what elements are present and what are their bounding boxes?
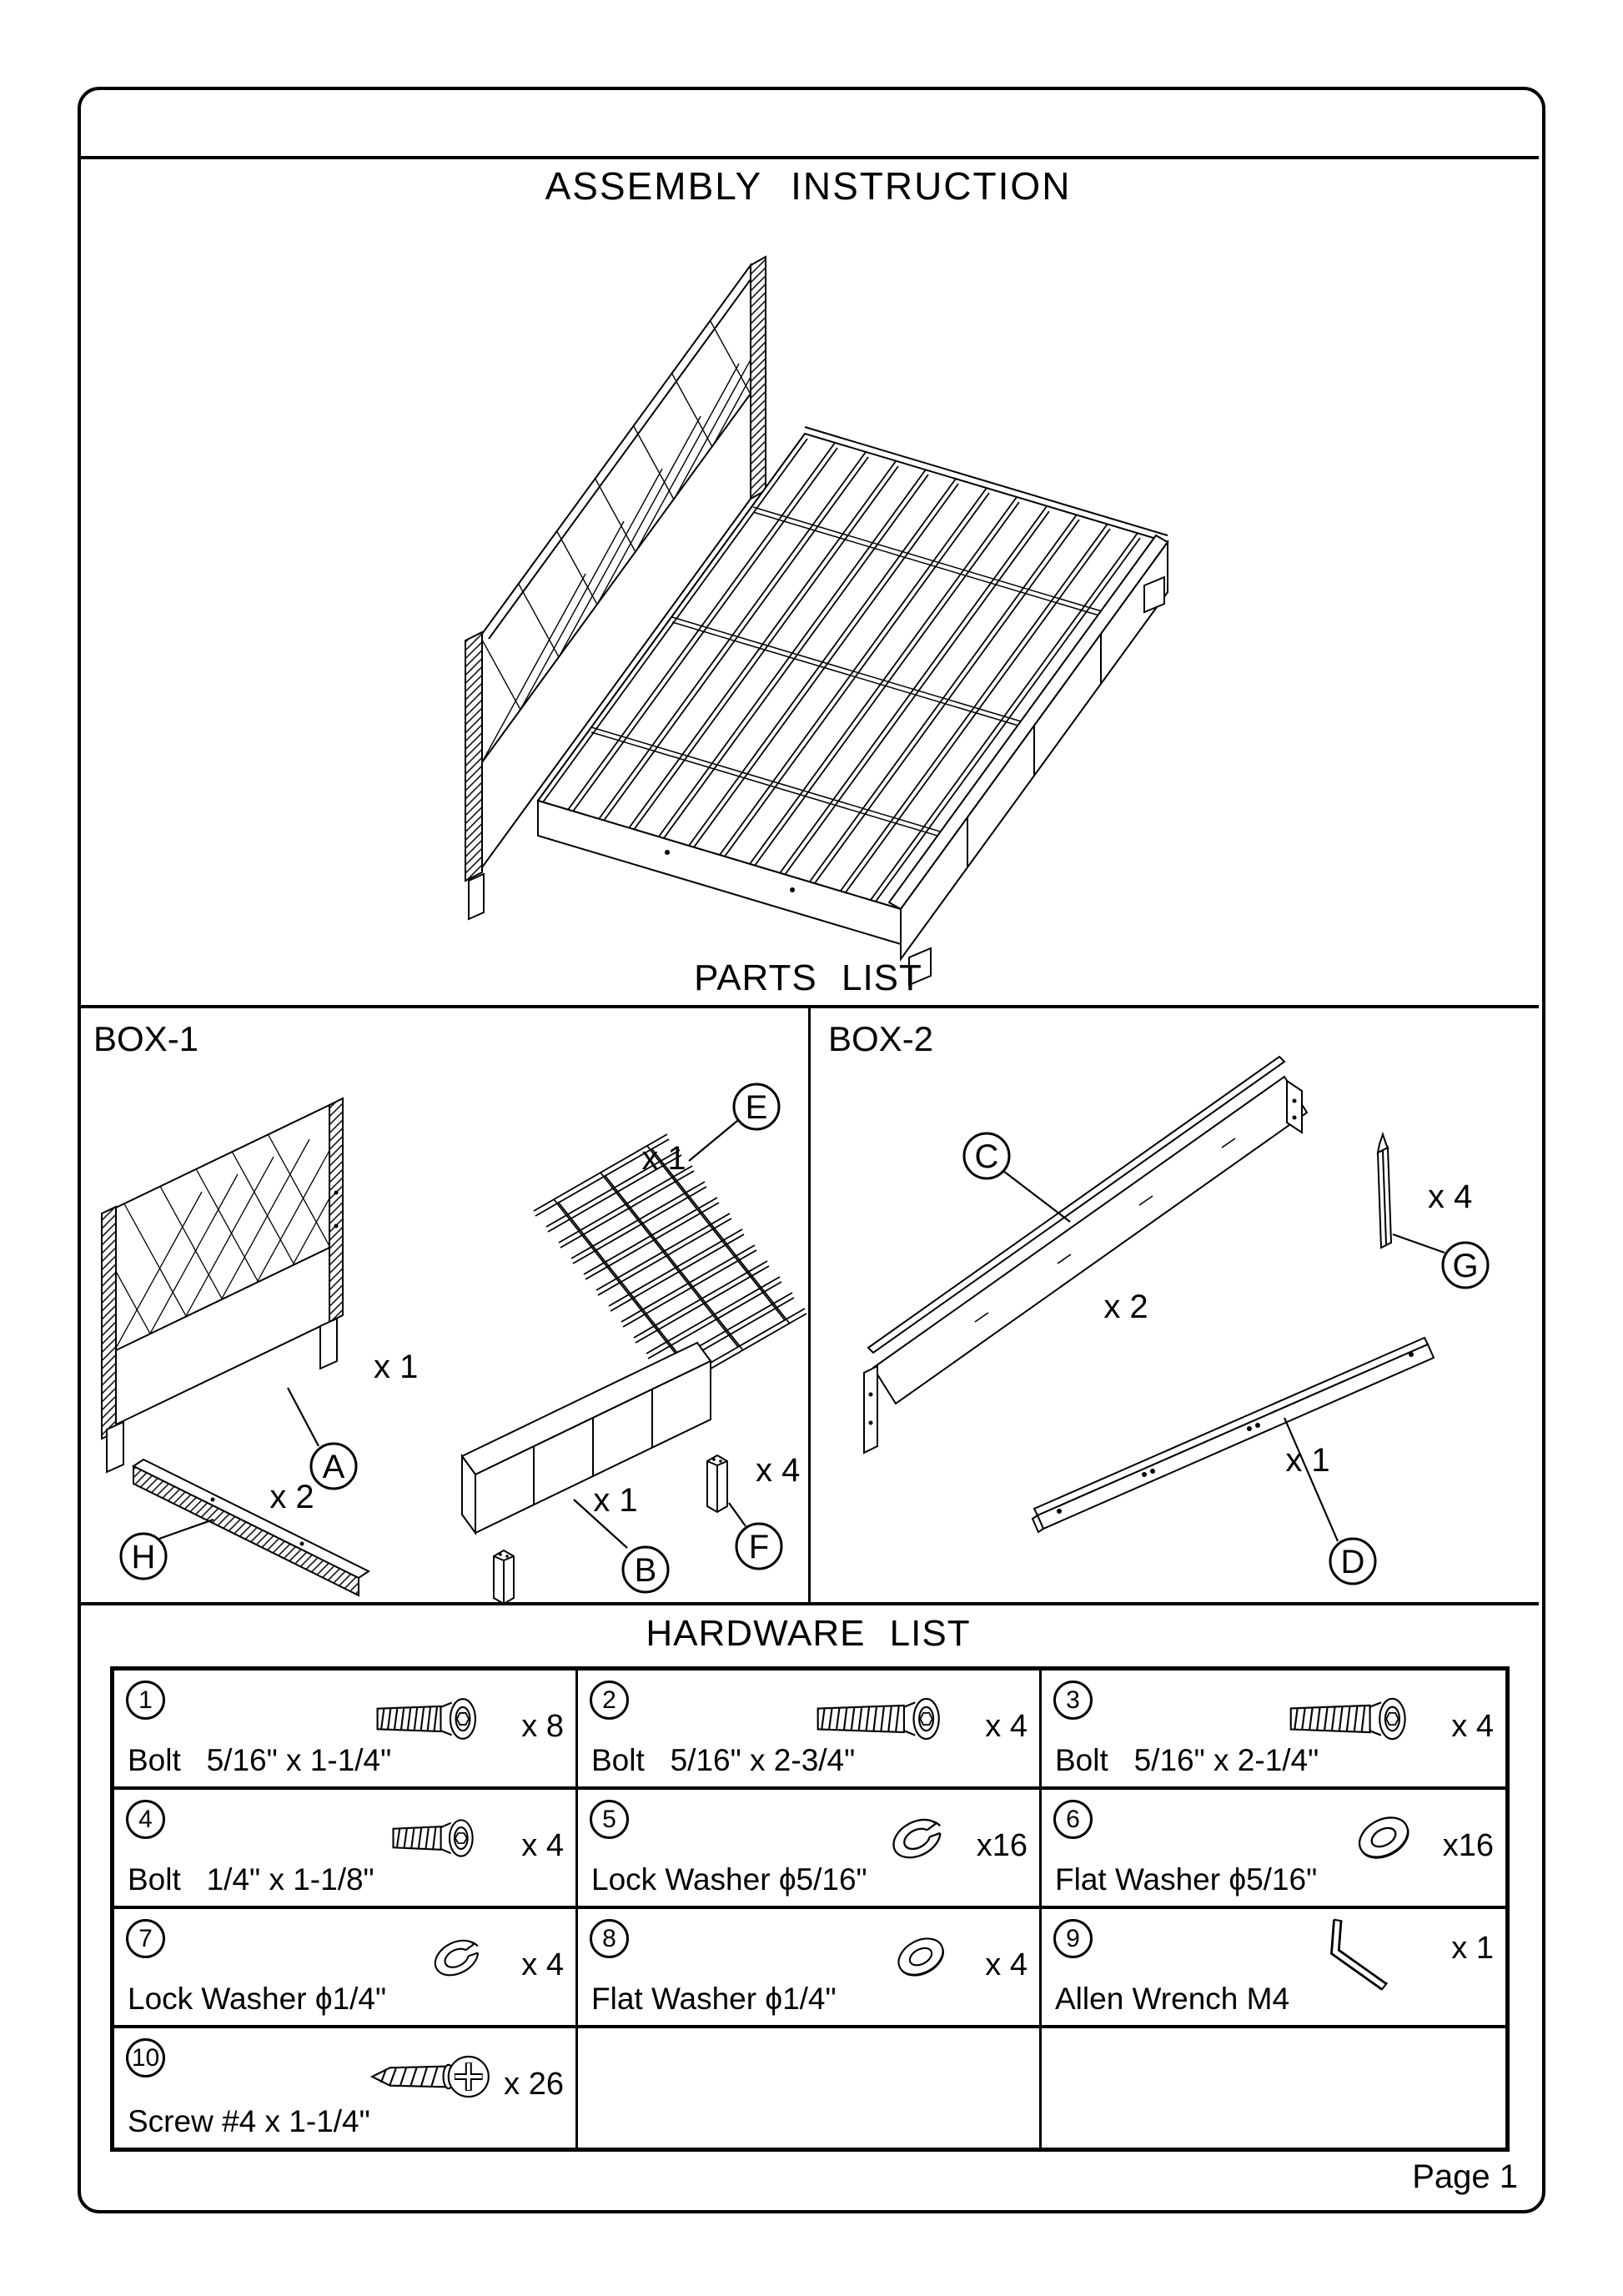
item-label: Bolt 5/16" x 2-3/4" (591, 1743, 856, 1777)
hardware-list-title: HARDWARE LIST (646, 1613, 971, 1654)
hardware-item-3 (1042, 1671, 1505, 1790)
item-number-badge: 8 (590, 1919, 629, 1958)
leader-line-c (1003, 1171, 1070, 1222)
part-h-qty: x 2 (269, 1479, 314, 1515)
item-number-badge: 2 (590, 1681, 629, 1720)
headboard-right-wing (751, 257, 766, 499)
item-label: Bolt 1/4" x 1-1/8" (128, 1862, 374, 1897)
lock-washer-icon (877, 1796, 957, 1880)
part-c-badge (964, 1133, 1009, 1178)
item-number-badge: 6 (1053, 1800, 1093, 1839)
hardware-item-5 (578, 1790, 1042, 1909)
part-h-badge (121, 1534, 166, 1579)
leader-line-f (729, 1503, 746, 1526)
item-label: Flat Washer ϕ1/4" (591, 1982, 837, 2016)
leader-line-e (689, 1121, 737, 1161)
part-b-qty: x 1 (593, 1482, 638, 1519)
hardware-item-1 (114, 1671, 578, 1790)
part-d-qty: x 1 (1285, 1442, 1330, 1479)
part-a-headboard-drawing (78, 1087, 417, 1472)
quantity-label: x 4 (1451, 1709, 1494, 1744)
headboard-leg (469, 874, 484, 919)
svg-text:D: D (1340, 1544, 1365, 1580)
part-e-badge (734, 1084, 779, 1129)
leader-line-d (1284, 1418, 1338, 1541)
part-a-badge (311, 1444, 356, 1489)
item-number-badge: 1 (126, 1681, 165, 1720)
hardware-table (110, 1666, 1510, 2152)
svg-text:A: A (322, 1449, 345, 1485)
quantity-label: x 26 (504, 2067, 564, 2102)
parts-list-title: PARTS LIST (694, 957, 922, 998)
part-b-footboard-drawing (462, 1343, 711, 1548)
item-label: Flat Washer ϕ5/16" (1055, 1862, 1318, 1897)
quantity-label: x 4 (985, 1709, 1028, 1744)
part-d-center-rail-drawing (1033, 1338, 1434, 1541)
box2-label: BOX-2 (828, 1019, 934, 1058)
quantity-label: x16 (1442, 1828, 1494, 1863)
part-g-qty: x 4 (1428, 1178, 1473, 1215)
assembled-bed-drawing (367, 225, 1259, 992)
box1-label: BOX-1 (93, 1019, 199, 1058)
hardware-item-4 (114, 1790, 578, 1909)
phillips-screw-icon (360, 2035, 494, 2118)
title-divider (78, 156, 1539, 159)
leader-line-h (157, 1520, 214, 1540)
svg-text:G: G (1452, 1248, 1479, 1284)
leader-line-g (1393, 1234, 1445, 1253)
part-f-badge (736, 1524, 781, 1569)
item-number-badge: 10 (126, 2038, 165, 2077)
part-g-badge (1443, 1243, 1488, 1288)
item-label: Allen Wrench M4 (1055, 1982, 1290, 2016)
hardware-item-8 (578, 1909, 1042, 2028)
item-label: Screw #4 x 1-1/4" (128, 2104, 370, 2138)
hardware-cell-empty (1042, 2028, 1505, 2148)
part-c-qty: x 2 (1103, 1289, 1148, 1325)
quantity-label: x 1 (1451, 1931, 1494, 1966)
svg-text:E: E (745, 1089, 768, 1126)
svg-text:C: C (974, 1138, 999, 1175)
part-e-qty: x 1 (641, 1140, 686, 1177)
parts-list-drawings (78, 1005, 1541, 1605)
part-a-qty: x 1 (374, 1349, 419, 1385)
part-d-badge (1330, 1539, 1375, 1584)
item-label: Lock Washer ϕ5/16" (591, 1862, 867, 1897)
quantity-label: x16 (976, 1828, 1028, 1863)
svg-text:F: F (748, 1529, 770, 1565)
lock-washer-icon (420, 1916, 494, 1999)
headboard-left-wing (465, 632, 482, 881)
part-c-side-rail-drawing (864, 1057, 1307, 1453)
part-b-badge (623, 1547, 668, 1592)
item-number-badge: 4 (126, 1800, 165, 1839)
hardware-item-10 (114, 2028, 578, 2148)
quantity-label: x 8 (521, 1709, 564, 1744)
part-f-qty: x 4 (756, 1452, 801, 1489)
svg-text:H: H (131, 1539, 156, 1575)
page-title: ASSEMBLY INSTRUCTION (545, 164, 1072, 208)
page-number: Page 1 (1412, 2158, 1518, 2195)
item-number-badge: 7 (126, 1919, 165, 1958)
hardware-item-6 (1042, 1790, 1505, 1909)
item-label: Bolt 5/16" x 2-1/4" (1055, 1743, 1319, 1777)
hex-bolt-icon (384, 1796, 494, 1880)
quantity-label: x 4 (521, 1828, 564, 1863)
hardware-item-2 (578, 1671, 1042, 1790)
flat-washer-icon (1344, 1796, 1424, 1880)
item-number-badge: 9 (1053, 1919, 1093, 1958)
item-label: Lock Washer ϕ1/4" (128, 1982, 387, 2016)
quantity-label: x 4 (521, 1947, 564, 1982)
flat-washer-icon (884, 1916, 957, 1999)
item-label: Bolt 5/16" x 1-1/4" (128, 1743, 392, 1777)
hardware-item-9 (1042, 1909, 1505, 2028)
item-number-badge: 3 (1053, 1681, 1093, 1720)
quantity-label: x 4 (985, 1947, 1028, 1982)
hardware-item-7 (114, 1909, 578, 2028)
item-number-badge: 5 (590, 1800, 629, 1839)
allen-wrench-icon (1305, 1916, 1405, 1999)
leader-line-a (288, 1388, 319, 1446)
svg-text:B: B (634, 1552, 657, 1589)
hardware-cell-empty (578, 2028, 1042, 2148)
